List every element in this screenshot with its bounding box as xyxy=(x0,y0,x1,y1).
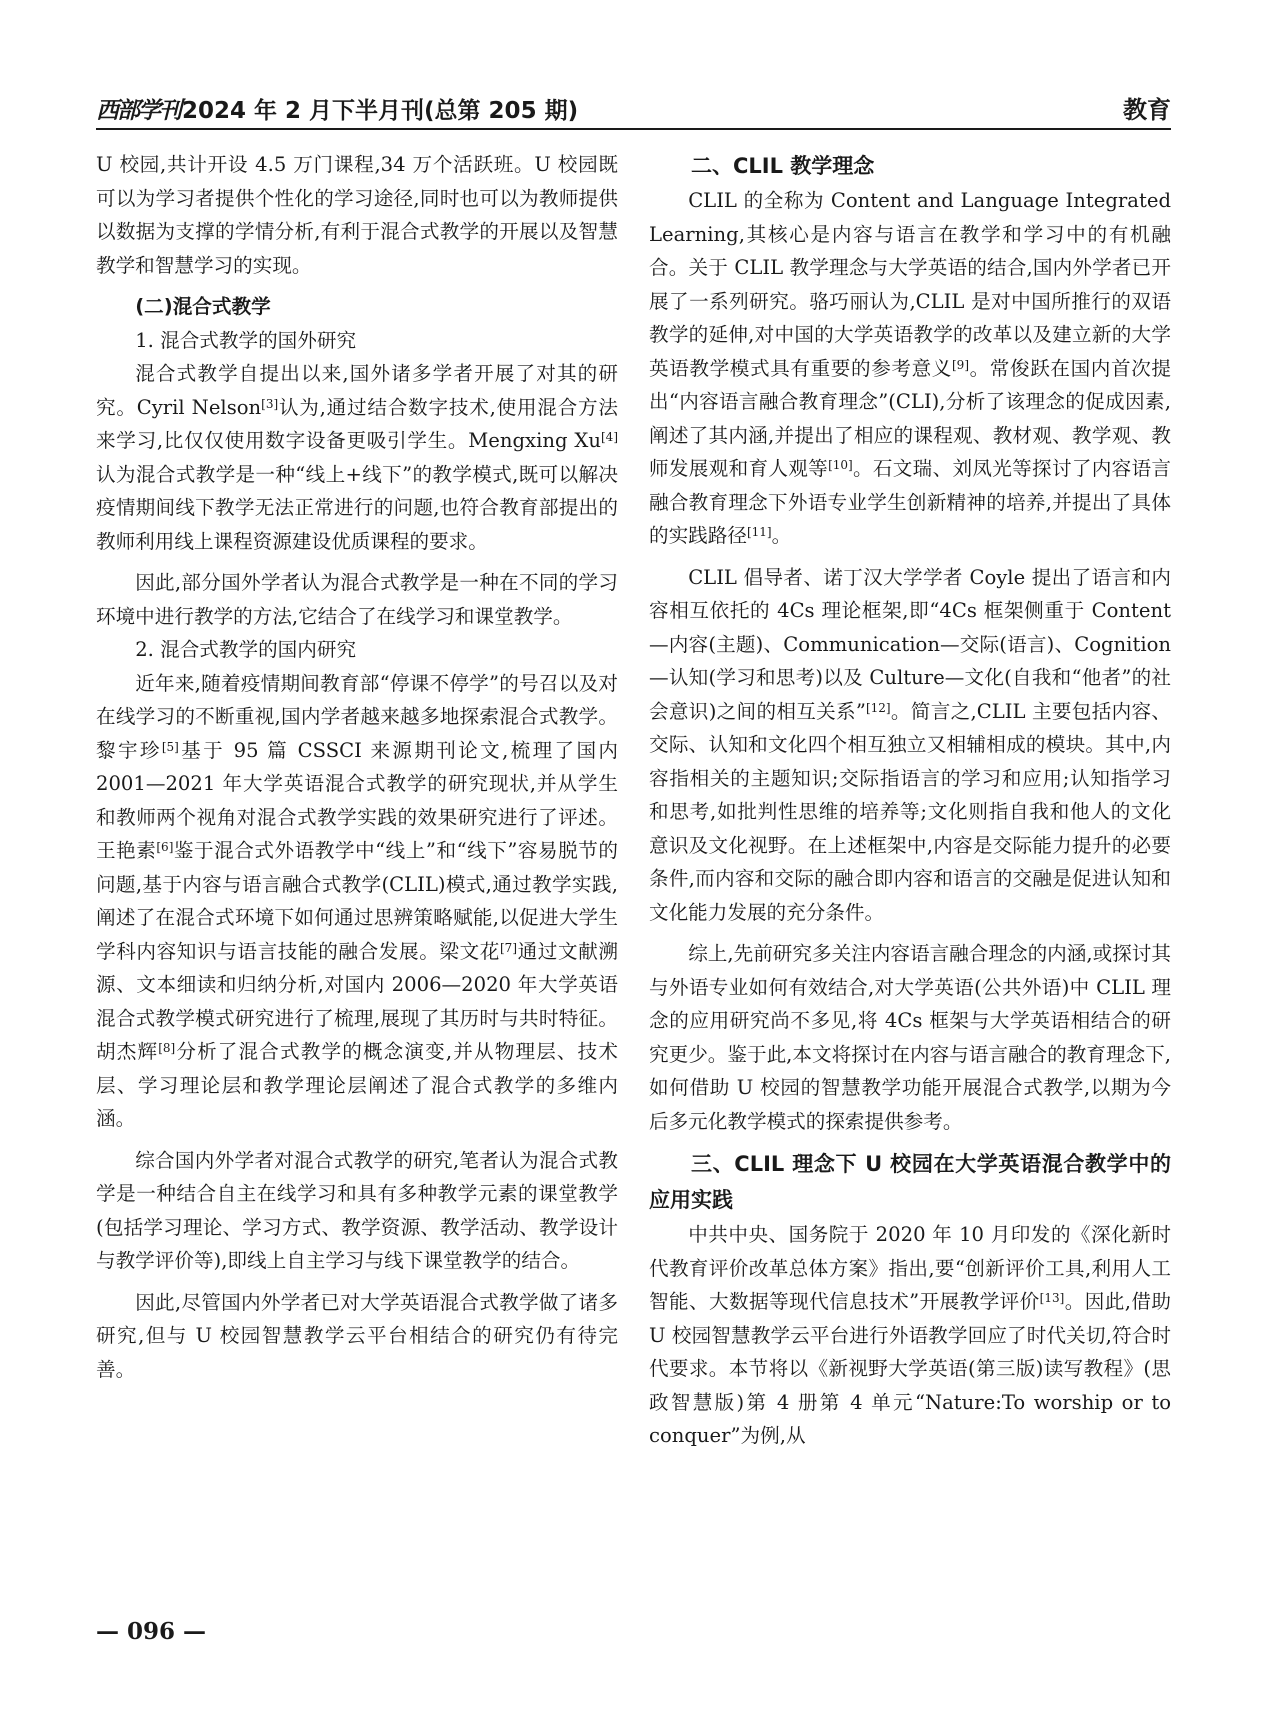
text-run: 鉴于混合式外语教学中“线上”和“线下”容易脱节的问题,基于内容与语言融合式教学(CLIL)模式,通过教学实践,阐述了在混合式环境下如何通过思辨策略赋能,以促进大学生学科内容知识与语言技能的融合发展。梁文花 xyxy=(96,839,618,963)
paragraph: U 校园,共计开设 4.5 万门课程,34 万个活跃班。U 校园既可以为学习者提供个性化的学习途径,同时也可以为教师提供以数据为支撑的学情分析,有利于混合式教学的开展以及智慧教学和智慧学习的实现。 xyxy=(96,153,618,277)
text-run: CLIL 倡导者、诺丁汉大学学者 Coyle 提出了语言和内容相互依托的 4Cs 理论框架,即“4Cs 框架侧重于 Content—内容(主题)、Communication—交际(语言)、Cognition—认知(学习和思考)以及 Culture—文化(自我和“他者”的社会意识)之间的相互关系” xyxy=(649,565,1171,723)
journal-logo: 西部学刊 xyxy=(96,97,180,124)
citation: [3] xyxy=(261,396,279,411)
text-run: 。 xyxy=(771,524,792,547)
section-label: 教育 xyxy=(1123,96,1171,124)
subsection-heading: (二)混合式教学 xyxy=(135,295,271,318)
text-run: 基于 95 篇 CSSCI 来源期刊论文,梳理了国内 2001—2021 年大学英语混合式教学的研究现状,并从学生和教师两个视角对混合式教学实践的效果研究进行了评述。王艳素 xyxy=(96,738,618,862)
citation: [8] xyxy=(158,1041,176,1055)
text-run: 认为混合式教学是一种“线上+线下”的教学模式,既可以解决疫情期间线下教学无法正常进行的问题,也符合教育部提出的教师利用线上课程资源建设优质课程的要求。 xyxy=(96,462,618,553)
paragraph xyxy=(649,184,1171,553)
citation: [12] xyxy=(865,700,891,715)
citation: [6] xyxy=(156,840,174,854)
citation: [10] xyxy=(828,458,853,472)
page-number: — 096 — xyxy=(96,1618,207,1645)
text-run: 通过文献溯源、文本细读和归纳分析,对国内 2006—2020 年大学英语混合式教学模式研究进行了梳理,展现了其历时与共时特征。胡杰辉 xyxy=(96,939,618,1063)
citation: [11] xyxy=(746,525,772,539)
journal-title xyxy=(96,92,578,125)
section-heading: 二、CLIL 教学理念 xyxy=(691,154,875,178)
running-header xyxy=(96,88,1171,130)
text-run: 。常俊跃在国内首次提出“内容语言融合教育理念”(CLI),分析了该理念的促成因素,阐述了其内涵,并提出了相应的课程观、教材观、教学观、教师发展观和育人观等 xyxy=(649,356,1171,480)
right-column xyxy=(649,148,1171,1453)
subsubsection-heading: 2. 混合式教学的国内研究 xyxy=(135,638,357,661)
citation: [13] xyxy=(1039,1291,1065,1305)
paragraph: 因此,部分国外学者认为混合式教学是一种在不同的学习环境中进行教学的方法,它结合了在线学习和课堂教学。 xyxy=(96,571,618,628)
text-run: 分析了混合式教学的概念演变,并从物理层、技术层、学习理论层和教学理论层阐述了混合式教学的多维内涵。 xyxy=(96,1040,618,1130)
text-run: 中共中央、国务院于 2020 年 10 月印发的《深化新时代教育评价改革总体方案》指出,要“创新评价工具,利用人工智能、大数据等现代信息技术”开展教学评价 xyxy=(649,1223,1171,1313)
paragraph xyxy=(96,357,618,558)
text-run: 。因此,借助 U 校园智慧教学云平台进行外语教学回应了时代关切,符合时代要求。本节将以《新视野大学英语(第三版)读写教程》(思政智慧版)第 4 册第 4 单元“Nature:To worship or to conquer”为例,从 xyxy=(649,1290,1171,1447)
paragraph: 综合国内外学者对混合式教学的研究,笔者认为混合式教学是一种结合自主在线学习和具有多种教学元素的课堂教学(包括学习理论、学习方式、教学资源、教学活动、教学设计与教学评价等),即线上自主学习与线下课堂教学的结合。 xyxy=(96,1148,618,1272)
paragraph xyxy=(649,561,1171,930)
text-run: 近年来,随着疫情期间教育部“停课不停学”的号召以及对在线学习的不断重视,国内学者越来越多地探索混合式教学。黎宇珍 xyxy=(96,671,618,762)
paragraph: 因此,尽管国内外学者已对大学英语混合式教学做了诸多研究,但与 U 校园智慧教学云平台相结合的研究仍有待完善。 xyxy=(96,1290,618,1381)
issue-info: 2024 年 2 月下半月刊(总第 205 期) xyxy=(182,98,579,124)
paragraph xyxy=(649,1218,1171,1453)
subsubsection-heading: 1. 混合式教学的国外研究 xyxy=(135,328,357,352)
citation: [7] xyxy=(500,940,517,955)
left-column xyxy=(96,148,618,1386)
paragraph: 综上,先前研究多关注内容语言融合理念的内涵,或探讨其与外语专业如何有效结合,对大学英语(公共外语)中 CLIL 理念的应用研究尚不多见,将 4Cs 框架与大学英语相结合的研究更少。鉴于此,本文将探讨在内容与语言融合的教育理念下,如何借助 U 校园的智慧教学功能开展混合式教学,以期为今后多元化教学模式的探索提供参考。 xyxy=(649,942,1171,1133)
citation: [5] xyxy=(161,739,179,754)
text-run: CLIL 的全称为 Content and Language Integrated Learning,其核心是内容与语言在教学和学习中的有机融合。关于 CLIL 教学理念与大学英语的结合,国内外学者已开展了一系列研究。骆巧丽认为,CLIL 是对中国所推行的双语教学的延伸,对中国的大学英语教学的改革以及建立新的大学英语教学模式具有重要的参考意义 xyxy=(649,189,1171,380)
citation: [9] xyxy=(952,357,969,372)
text-run: 认为,通过结合数字技术,使用混合方法来学习,比仅仅使用数字设备更吸引学生。Mengxing Xu xyxy=(96,395,618,452)
paragraph xyxy=(96,667,618,1136)
text-run: 。石文瑞、刘凤光等探讨了内容语言融合教育理念下外语专业学生创新精神的培养,并提出了具体的实践路径 xyxy=(649,457,1172,547)
text-run: 。简言之,CLIL 主要包括内容、交际、认知和文化四个相互独立又相辅相成的模块。其中,内容指相关的主题知识;交际指语言的学习和应用;认知指学习和思考,如批判性思维的培养等;文化则指自我和他人的文化意识及文化视野。在上述框架中,内容是交际能力提升的必要条件,而内容和交际的融合即内容和语言的交融是促进认知和文化能力发展的充分条件。 xyxy=(649,699,1171,924)
citation: [4] xyxy=(601,430,618,444)
section-heading: 三、CLIL 理念下 U 校园在大学英语混合教学中的应用实践 xyxy=(649,1152,1171,1212)
text-run: 混合式教学自提出以来,国外诸多学者开展了对其的研究。Cyril Nelson xyxy=(96,362,618,419)
